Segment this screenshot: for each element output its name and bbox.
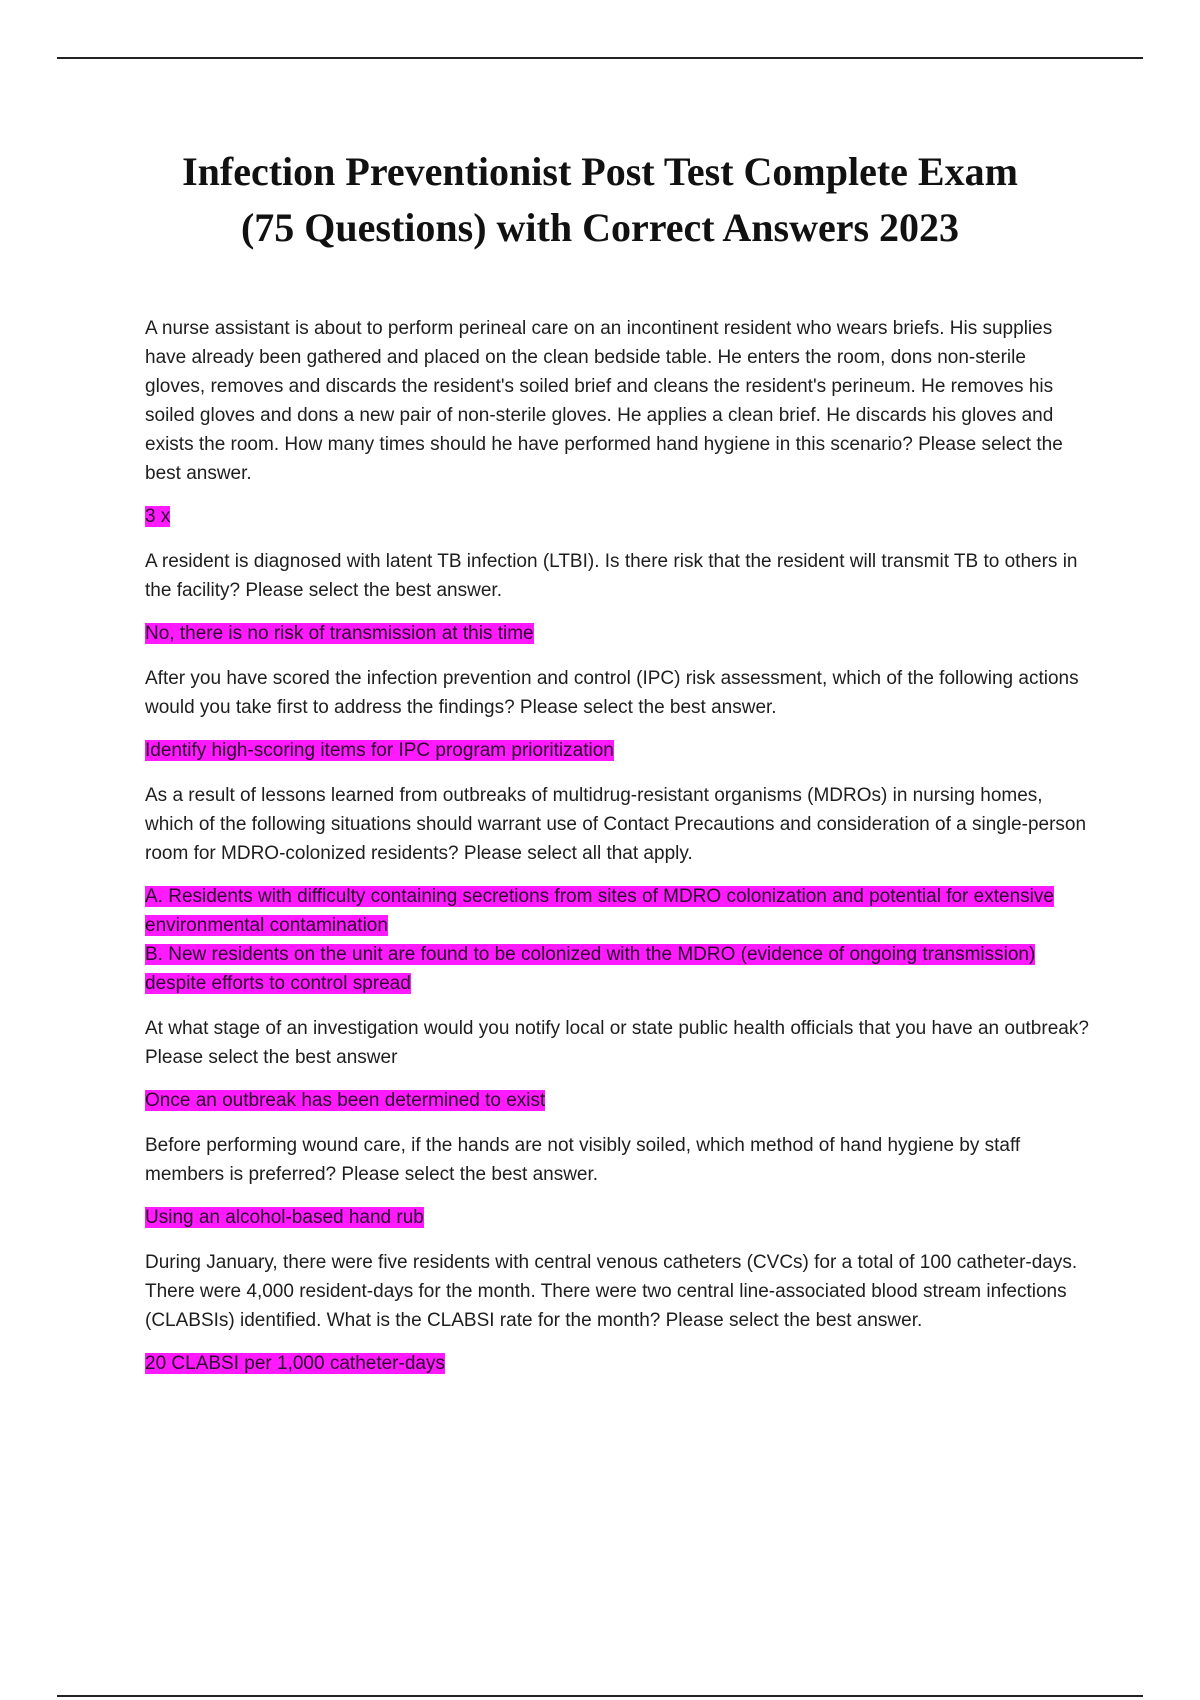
qa-item-6 (145, 1131, 1090, 1232)
qa-item-3 (145, 664, 1090, 765)
question-text: A resident is diagnosed with latent TB infection (LTBI). Is there risk that the resident will transmit TB to others in the facility? Please select the best answer. (145, 551, 1078, 601)
answer-text (145, 736, 1090, 765)
answer-highlight: B. New residents on the unit are found to be colonized with the MDRO (evidence of ongoing transmission) despite efforts to control spread (145, 944, 1036, 994)
answer-text (145, 940, 1090, 998)
question-text: A nurse assistant is about to perform perineal care on an incontinent resident who wears briefs. His supplies have already been gathered and placed on the clean bedside table. He enters the room, dons non-sterile gloves, removes and discards the resident's soiled brief and cleans the resident's perineum. He removes his soiled gloves and dons a new pair of non-sterile gloves. He applies a clean brief. He discards his gloves and exists the room. How many times should he have performed hand hygiene in this scenario? Please select the best answer. (145, 318, 1063, 484)
answer-text (145, 1203, 1090, 1232)
page-title (100, 144, 1100, 256)
answer-text (145, 502, 1090, 531)
answer-text (145, 619, 1090, 648)
answer-block (145, 1086, 1090, 1115)
question-text: After you have scored the infection prevention and control (IPC) risk assessment, which of the following actions would you take first to address the findings? Please select the best answer. (145, 668, 1079, 718)
title-line-2: (75 Questions) with Correct Answers 2023 (240, 205, 960, 250)
answer-block (145, 502, 1090, 531)
answer-highlight: 3 x (145, 506, 171, 527)
answer-highlight: Once an outbreak has been determined to exist (145, 1090, 546, 1111)
question-text: During January, there were five residents with central venous catheters (CVCs) for a total of 100 catheter-days. There were 4,000 resident-days for the month. There were two central line-associated blood stream infections (CLABSIs) identified. What is the CLABSI rate for the month? Please select the best answer. (145, 1252, 1078, 1331)
qa-item-4 (145, 781, 1090, 998)
answer-highlight: 20 CLABSI per 1,000 catheter-days (145, 1353, 445, 1374)
qa-item-2 (145, 547, 1090, 648)
answer-block (145, 882, 1090, 998)
answer-block (145, 1203, 1090, 1232)
answer-block (145, 619, 1090, 648)
title-line-1: Infection Preventionist Post Test Complete Exam (182, 149, 1018, 194)
answer-highlight: Using an alcohol-based hand rub (145, 1207, 424, 1228)
qa-list (145, 314, 1090, 1394)
qa-item-1 (145, 314, 1090, 531)
question-text: Before performing wound care, if the hands are not visibly soiled, which method of hand hygiene by staff members is preferred? Please select the best answer. (145, 1135, 1021, 1185)
answer-highlight: No, there is no risk of transmission at this time (145, 623, 534, 644)
qa-item-5 (145, 1014, 1090, 1115)
qa-item-7 (145, 1248, 1090, 1378)
answer-text (145, 882, 1090, 940)
question-text: At what stage of an investigation would you notify local or state public health officials that you have an outbreak? Please select the best answer (145, 1018, 1089, 1068)
answer-highlight: A. Residents with difficulty containing secretions from sites of MDRO colonization and potential for extensive environmental contamination (145, 886, 1054, 936)
question-text: As a result of lessons learned from outbreaks of multidrug-resistant organisms (MDROs) in nursing homes, which of the following situations should warrant use of Contact Precautions and consideration of a single-person room for MDRO-colonized residents? Please select all that apply. (145, 785, 1087, 864)
answer-block (145, 736, 1090, 765)
top-rule (57, 57, 1143, 59)
answer-block (145, 1349, 1090, 1378)
bottom-rule (57, 1695, 1143, 1697)
answer-text (145, 1086, 1090, 1115)
answer-highlight: Identify high-scoring items for IPC program prioritization (145, 740, 614, 761)
answer-text (145, 1349, 1090, 1378)
